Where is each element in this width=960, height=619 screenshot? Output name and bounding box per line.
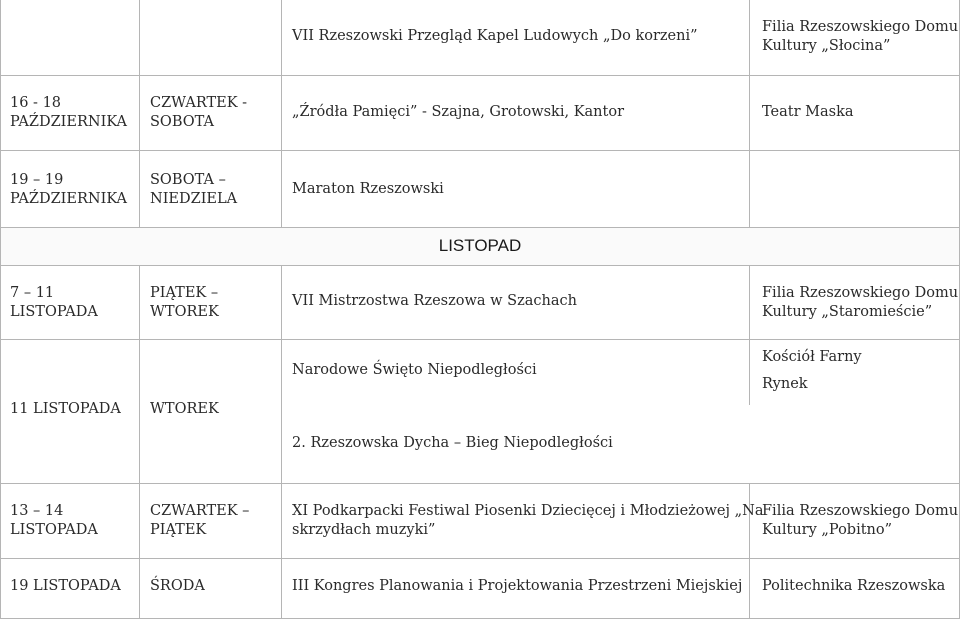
row-divider: [0, 150, 960, 151]
event-name: VII Rzeszowski Przegląd Kapel Ludowych „Do korzeni”: [292, 28, 698, 44]
event-venue: Filia Rzeszowskiego Domu Kultury „Staromieście”: [762, 285, 959, 320]
event-venue-secondary: Rynek: [762, 376, 808, 392]
event-weekday: CZWARTEK – PIĄTEK: [150, 503, 250, 538]
column-divider: [139, 0, 140, 227]
event-weekday: PIĄTEK – WTOREK: [150, 285, 219, 320]
event-date: 19 – 19 PAŹDZIERNIKA: [10, 172, 128, 207]
column-divider: [749, 265, 750, 405]
event-date: 16 - 18 PAŹDZIERNIKA: [10, 95, 128, 130]
event-name: III Kongres Planowania i Projektowania Przestrzeni Miejskiej: [292, 578, 743, 594]
column-divider: [281, 265, 282, 619]
row-divider: [0, 483, 960, 484]
column-divider: [749, 0, 750, 227]
event-weekday: ŚRODA: [150, 578, 205, 594]
event-weekday: WTOREK: [150, 401, 219, 417]
event-venue: Politechnika Rzeszowska: [762, 578, 946, 594]
event-date: 13 – 14 LISTOPADA: [10, 503, 98, 538]
event-name: Maraton Rzeszowski: [292, 181, 444, 197]
event-date: 7 – 11 LISTOPADA: [10, 285, 98, 320]
event-venue: Teatr Maska: [762, 104, 854, 120]
column-divider: [0, 0, 1, 619]
event-name: „Źródła Pamięci” - Szajna, Grotowski, Kantor: [292, 104, 625, 120]
event-name: VII Mistrzostwa Rzeszowa w Szachach: [292, 293, 577, 309]
event-weekday: CZWARTEK - SOBOTA: [150, 95, 248, 130]
row-divider: [0, 558, 960, 559]
event-name-secondary: 2. Rzeszowska Dycha – Bieg Niepodległości: [292, 435, 613, 451]
row-divider: [0, 339, 960, 340]
event-date: 11 LISTOPADA: [10, 401, 121, 417]
event-name: Narodowe Święto Niepodległości: [292, 362, 537, 378]
event-venue: Kościół Farny: [762, 349, 862, 365]
row-divider: [0, 265, 960, 266]
event-name: XI Podkarpacki Festiwal Piosenki Dziecięcej i Młodzieżowej „Na skrzydłach muzyki”: [292, 503, 764, 538]
event-venue: Filia Rzeszowskiego Domu Kultury „Słocina”: [762, 19, 959, 54]
column-divider: [281, 0, 282, 227]
event-date: 19 LISTOPADA: [10, 578, 121, 594]
event-weekday: SOBOTA – NIEDZIELA: [150, 172, 238, 207]
row-divider: [0, 75, 960, 76]
event-venue: Filia Rzeszowskiego Domu Kultury „Pobitno”: [762, 503, 959, 538]
column-divider: [139, 265, 140, 619]
month-header: LISTOPAD: [438, 236, 522, 255]
